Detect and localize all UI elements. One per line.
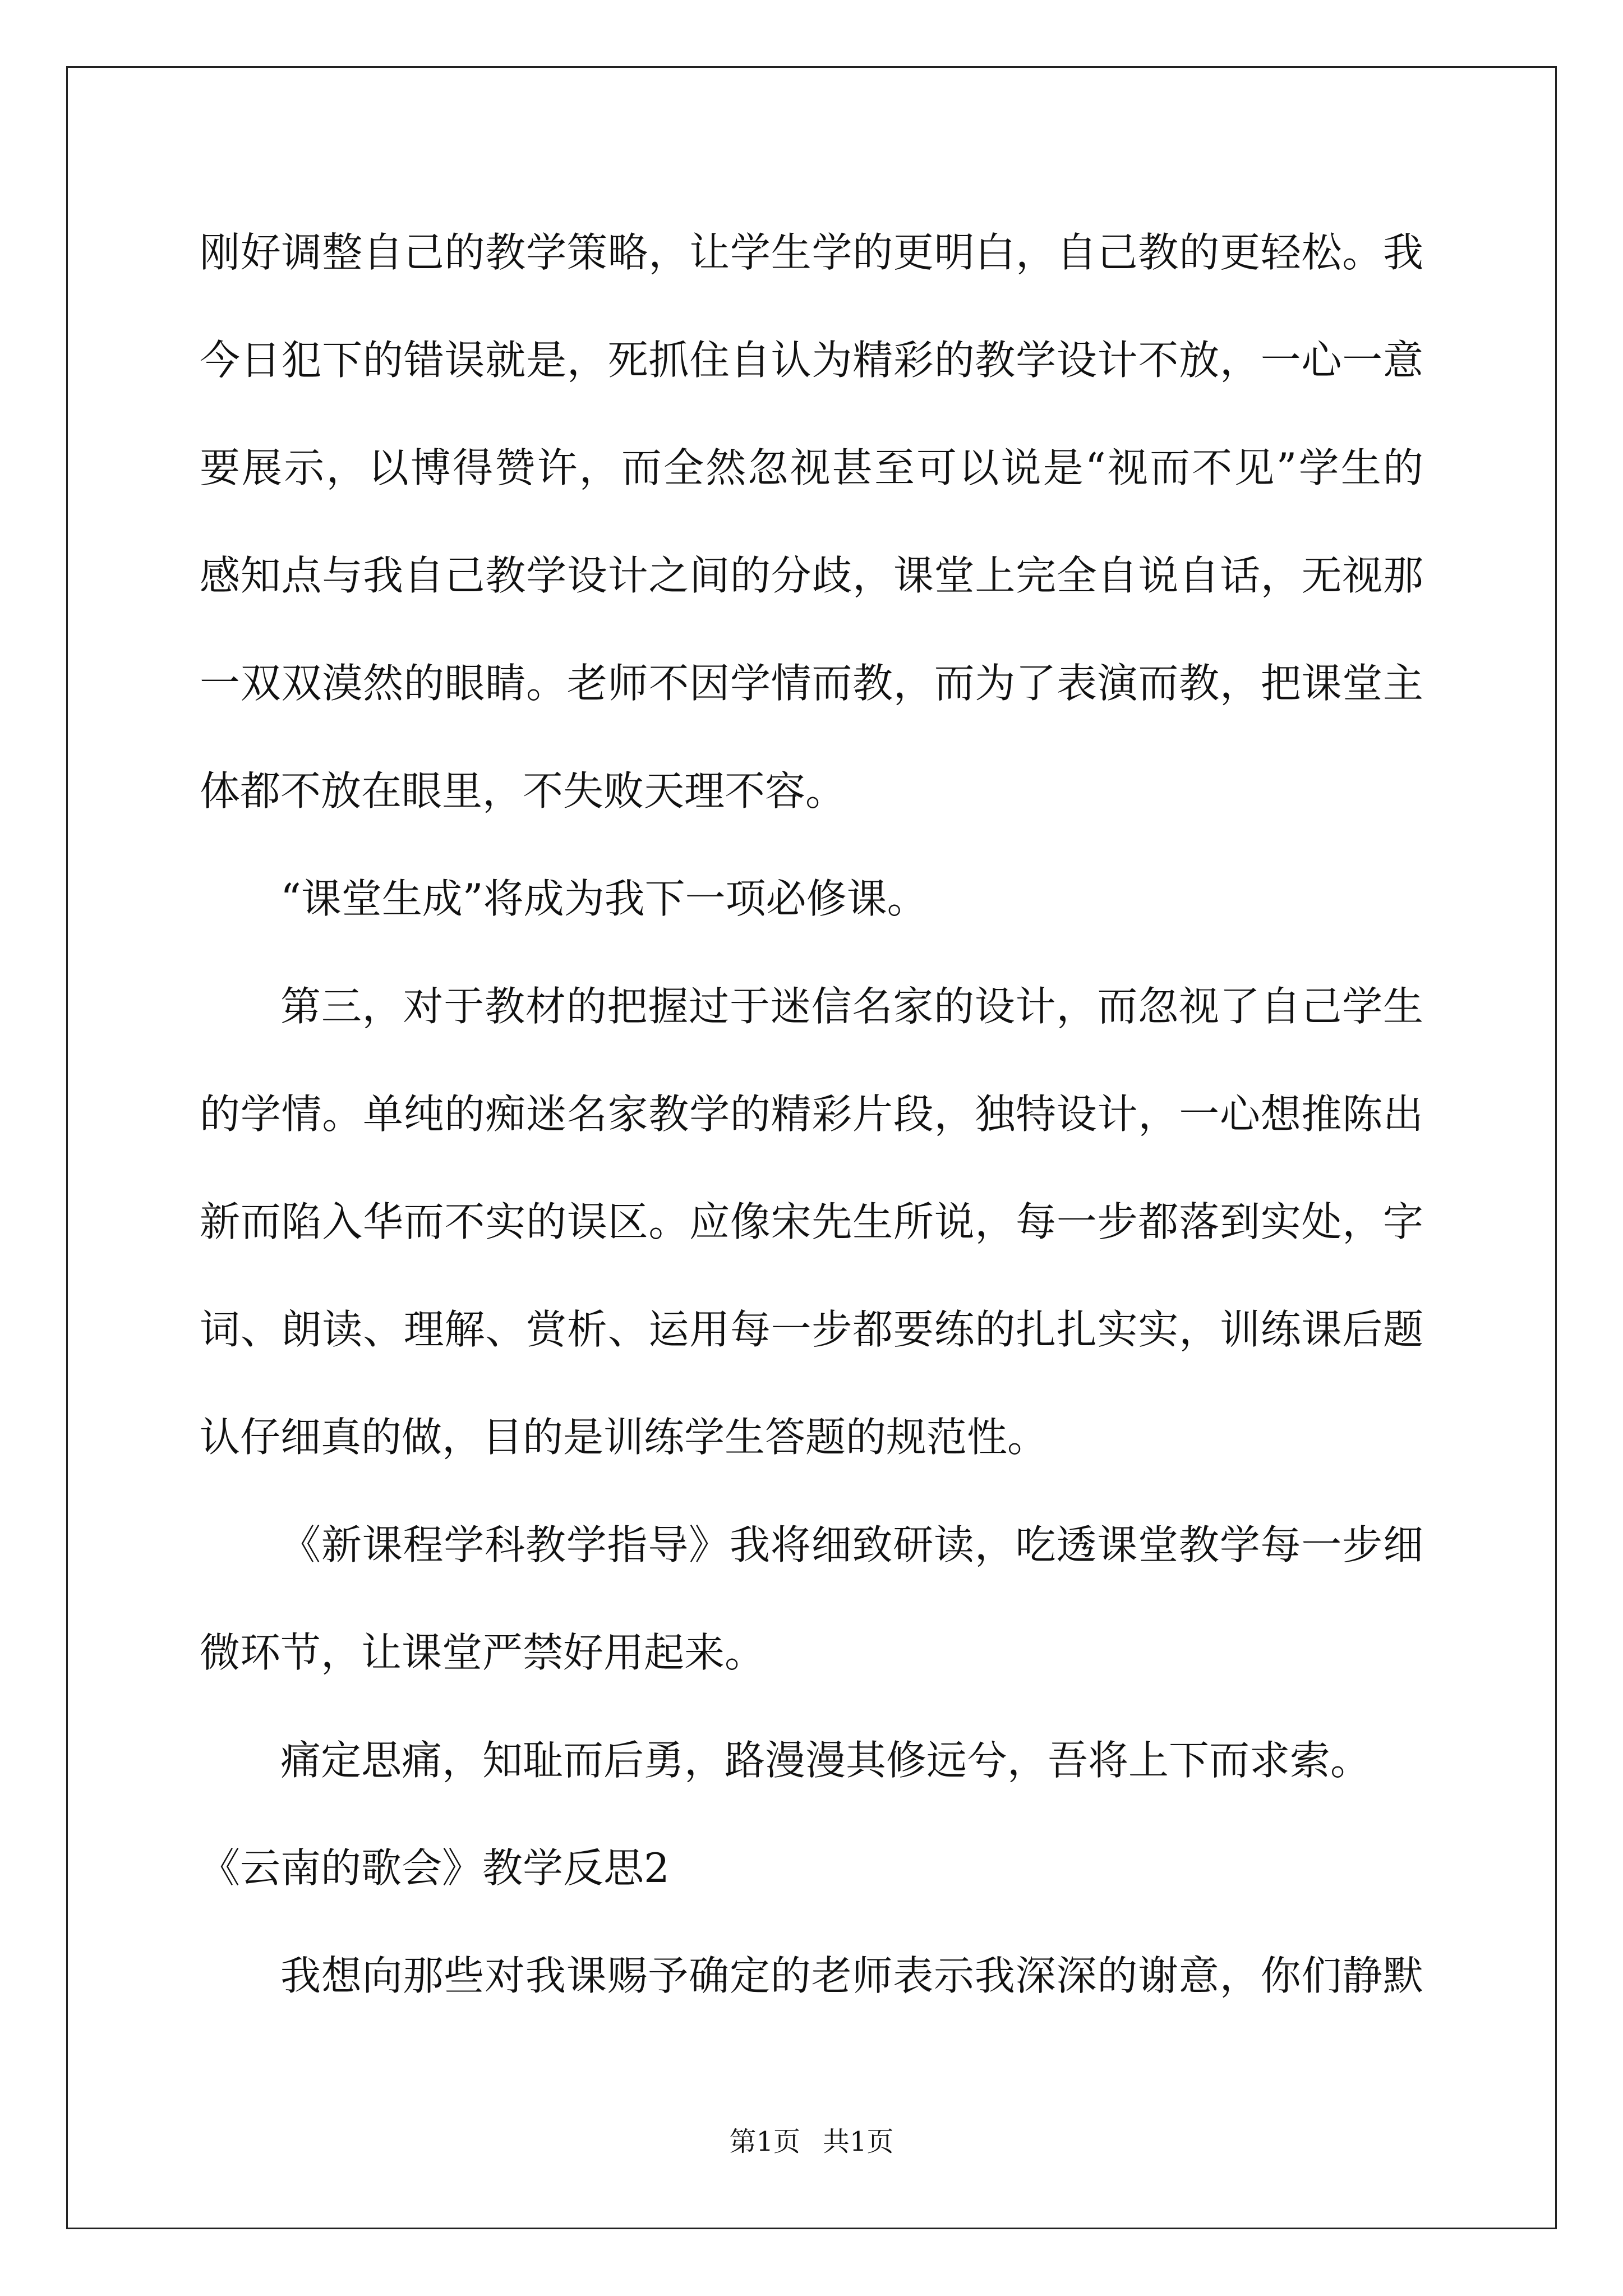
page-number: 第1页 [729,2126,800,2157]
text-line: 今日犯下的错误就是，死抓住自认为精彩的教学设计不放，一心一意 [200,337,1423,384]
text-line: 刚好调整自己的教学策略，让学生学的更明白，自己教的更轻松。我 [200,229,1423,276]
text-line: 要展示，以博得赞许，而全然忽视甚至可以说是“视而不见”学生的 [200,444,1423,491]
text-line: 第三，对于教材的把握过于迷信名家的设计，而忽视了自己学生 [280,983,1423,1030]
total-pages: 共1页 [823,2126,894,2157]
text-line: “课堂生成”将成为我下一项必修课。 [280,875,928,922]
page-footer [0,2125,1623,2159]
text-line: 体都不放在眼里，不失败天理不容。 [200,767,846,815]
section-heading: 《云南的歌会》教学反思2 [200,1844,670,1892]
text-line: 感知点与我自己教学设计之间的分歧，课堂上完全自说自话，无视那 [200,552,1423,599]
text-line: 的学情。单纯的痴迷名家教学的精彩片段，独特设计，一心想推陈出 [200,1091,1423,1138]
text-line: 我想向那些对我课赐予确定的老师表示我深深的谢意，你们静默 [280,1952,1423,1999]
document-body [200,219,1423,2050]
text-line: 痛定思痛，知耻而后勇，路漫漫其修远兮，吾将上下而求索。 [280,1737,1371,1784]
text-line: 微环节，让课堂严禁好用起来。 [200,1629,766,1676]
text-line: 词、朗读、理解、赏析、运用每一步都要练的扎扎实实，训练课后题 [200,1306,1423,1353]
text-line: 新而陷入华而不实的误区。应像宋先生所说，每一步都落到实处，字 [200,1198,1423,1245]
text-line: 《新课程学科教学指导》我将细致研读，吃透课堂教学每一步细 [280,1521,1423,1568]
text-line: 认仔细真的做，目的是训练学生答题的规范性。 [200,1414,1048,1461]
text-line: 一双双漠然的眼睛。老师不因学情而教，而为了表演而教，把课堂主 [200,660,1423,707]
